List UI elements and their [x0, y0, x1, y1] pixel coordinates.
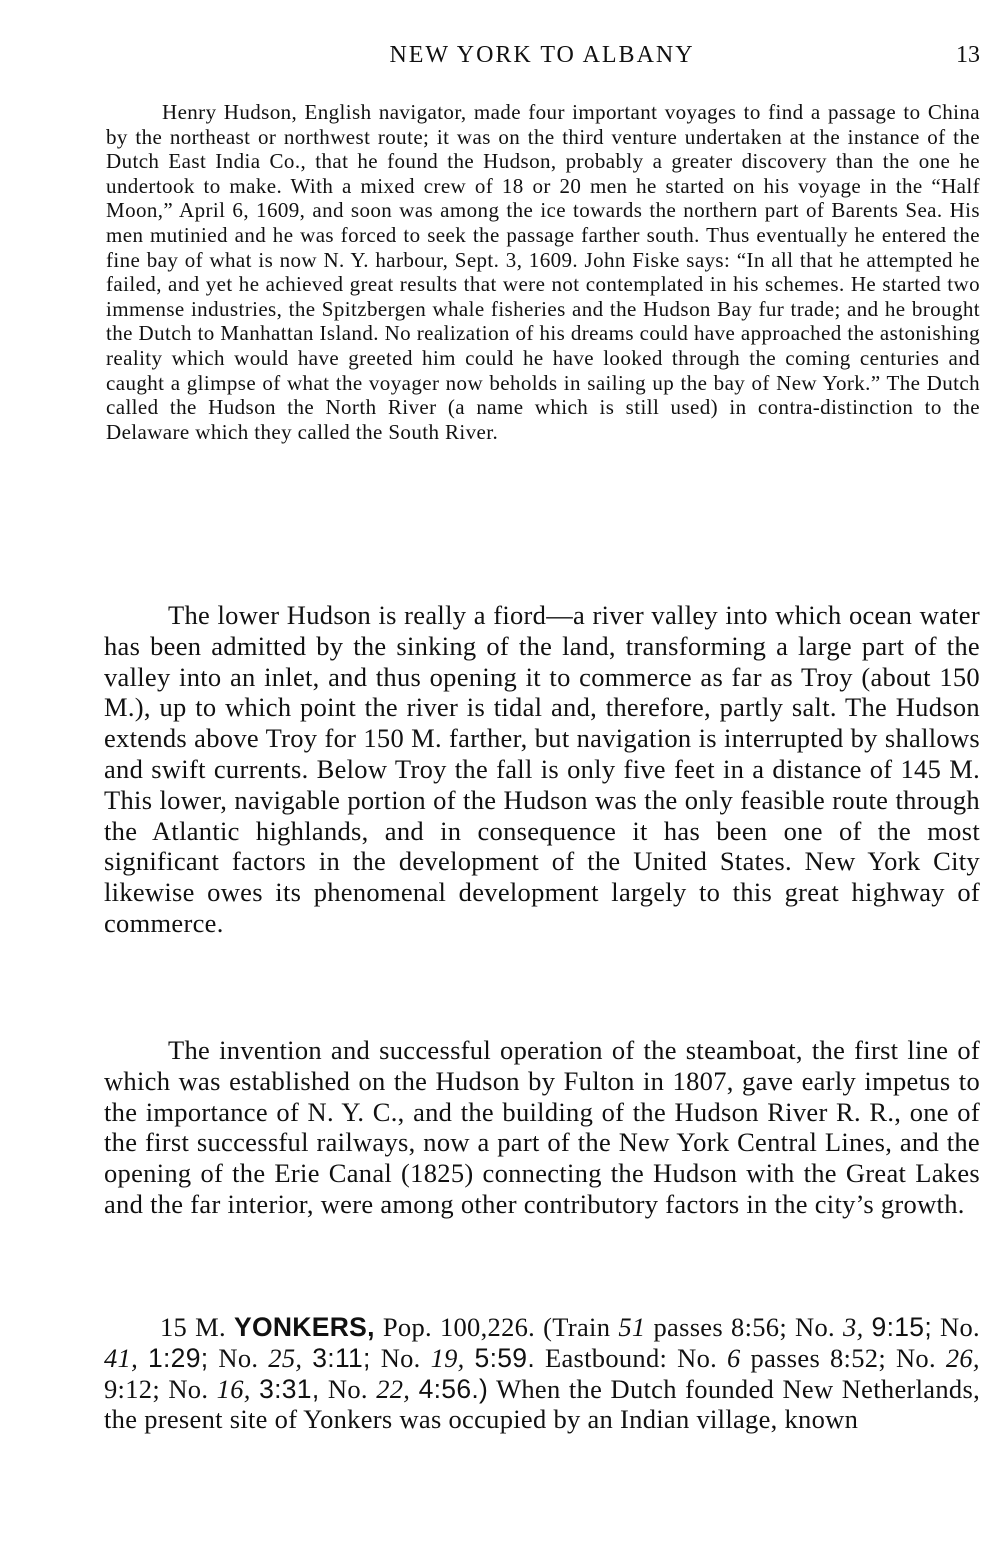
- entry-distance: 15 M.: [160, 1312, 226, 1342]
- train-time: 5:59.: [474, 1342, 535, 1373]
- train-no-label: No.: [940, 1312, 980, 1342]
- train-time: passes 8:56;: [653, 1312, 787, 1342]
- train-time: 9:15;: [871, 1312, 932, 1342]
- entry-yonkers: [104, 1312, 980, 1435]
- train-no-label: No.: [168, 1373, 209, 1404]
- train-number: 25,: [268, 1342, 303, 1373]
- train-number: 41,: [104, 1342, 139, 1373]
- running-head: NEW YORK TO ALBANY: [389, 42, 695, 68]
- train-number: 26,: [945, 1342, 980, 1373]
- entry-population: Pop. 100,226.: [382, 1312, 536, 1342]
- train-no-label: No.: [795, 1312, 835, 1342]
- train-time: 4:56.): [418, 1373, 489, 1404]
- train-number: 6: [727, 1342, 741, 1373]
- train-time: 9:12;: [104, 1373, 160, 1404]
- train-number: 19,: [430, 1342, 465, 1373]
- body-paragraph-steamboat: The invention and successful operation of the steamboat, the first line of which was established on the Hudson by Fulton in 1807, gave early impetus to the importance of N. Y. C., and the building of the Hudson River R. R., one of the first successful railways, now a part of the New York Central Lines, and the opening of the Erie Canal (1825) connecting the Hudson with the Great Lakes and the far interior, were among other contributory factors in the city’s growth.: [104, 1035, 980, 1219]
- footnote-henry-hudson: Henry Hudson, English navigator, made four important voyages to find a passage to China by the northeast or northwest route; it was on the third venture undertaken at the instance of the Dutch East India Co., that he found the Hudson, probably a greater discovery than the one he undertook to make. With a mixed crew of 18 or 20 men he started on his voyage in the “Half Moon,” April 6, 1609, and soon was among the ice towards the northern part of Barents Sea. His men mutinied and he was forced to seek the passage farther south. Thus eventually he entered the fine bay of what is now N. Y. harbour, Sept. 3, 1609. John Fiske says: “In all that he attempted he failed, and yet he achieved great results that were not contemplated in his schemes. He started two immense industries, the Spitzbergen whale fisheries and the Hudson Bay fur trade; and he brought the Dutch to Manhattan Island. No realization of his dreams could have approached the astonishing reality which would have greeted him could he have looked through the coming centuries and caught a glimpse of what the voyager now beholds in sailing up the bay of New York.” The Dutch called the Hudson the North River (a name which is still used) in contra-distinction to the Delaware which they called the South River.: [106, 100, 980, 444]
- eastbound-label: Eastbound:: [544, 1342, 668, 1373]
- train-no-label: No.: [895, 1342, 936, 1373]
- train-no-label: No.: [327, 1373, 368, 1404]
- train-number: 51: [618, 1312, 646, 1342]
- train-no-label: No.: [380, 1342, 421, 1373]
- entry-description: When the Dutch founded New Netherlands, the present site of Yonkers was occupied by an Indian village, known: [104, 1373, 981, 1435]
- train-time: 1:29;: [147, 1342, 209, 1373]
- train-time: 3:11;: [312, 1342, 371, 1373]
- train-number: 22,: [376, 1373, 411, 1404]
- page-header: [104, 42, 980, 76]
- train-time: 3:31,: [259, 1373, 320, 1404]
- train-no-label: No.: [677, 1342, 718, 1373]
- entry-place: YONKERS,: [233, 1312, 375, 1342]
- train-number: 16,: [216, 1373, 251, 1404]
- body-paragraph-fiord: The lower Hudson is really a fiord—a river valley into which ocean water has been admitted by the sinking of the land, transforming a large part of the valley into an inlet, and thus opening it to commerce as far as Troy (about 150 M.), up to which point the river is tidal and, therefore, partly salt. The Hudson extends above Troy for 150 M. farther, but navigation is interrupted by shallows and swift currents. Below Troy the fall is only five feet in a distance of 145 M. This lower, navigable portion of the Hudson was the only feasible route through the Atlantic highlands, and in consequence it has been one of the most significant factors in the development of the United States. New York City likewise owes its phenomenal development largely to this great highway of commerce.: [104, 600, 980, 938]
- train-no-label: No.: [218, 1342, 259, 1373]
- train-open: (Train: [543, 1312, 611, 1342]
- train-number: 3,: [843, 1312, 864, 1342]
- page-number: 13: [956, 42, 980, 68]
- train-time: passes 8:52;: [750, 1342, 886, 1373]
